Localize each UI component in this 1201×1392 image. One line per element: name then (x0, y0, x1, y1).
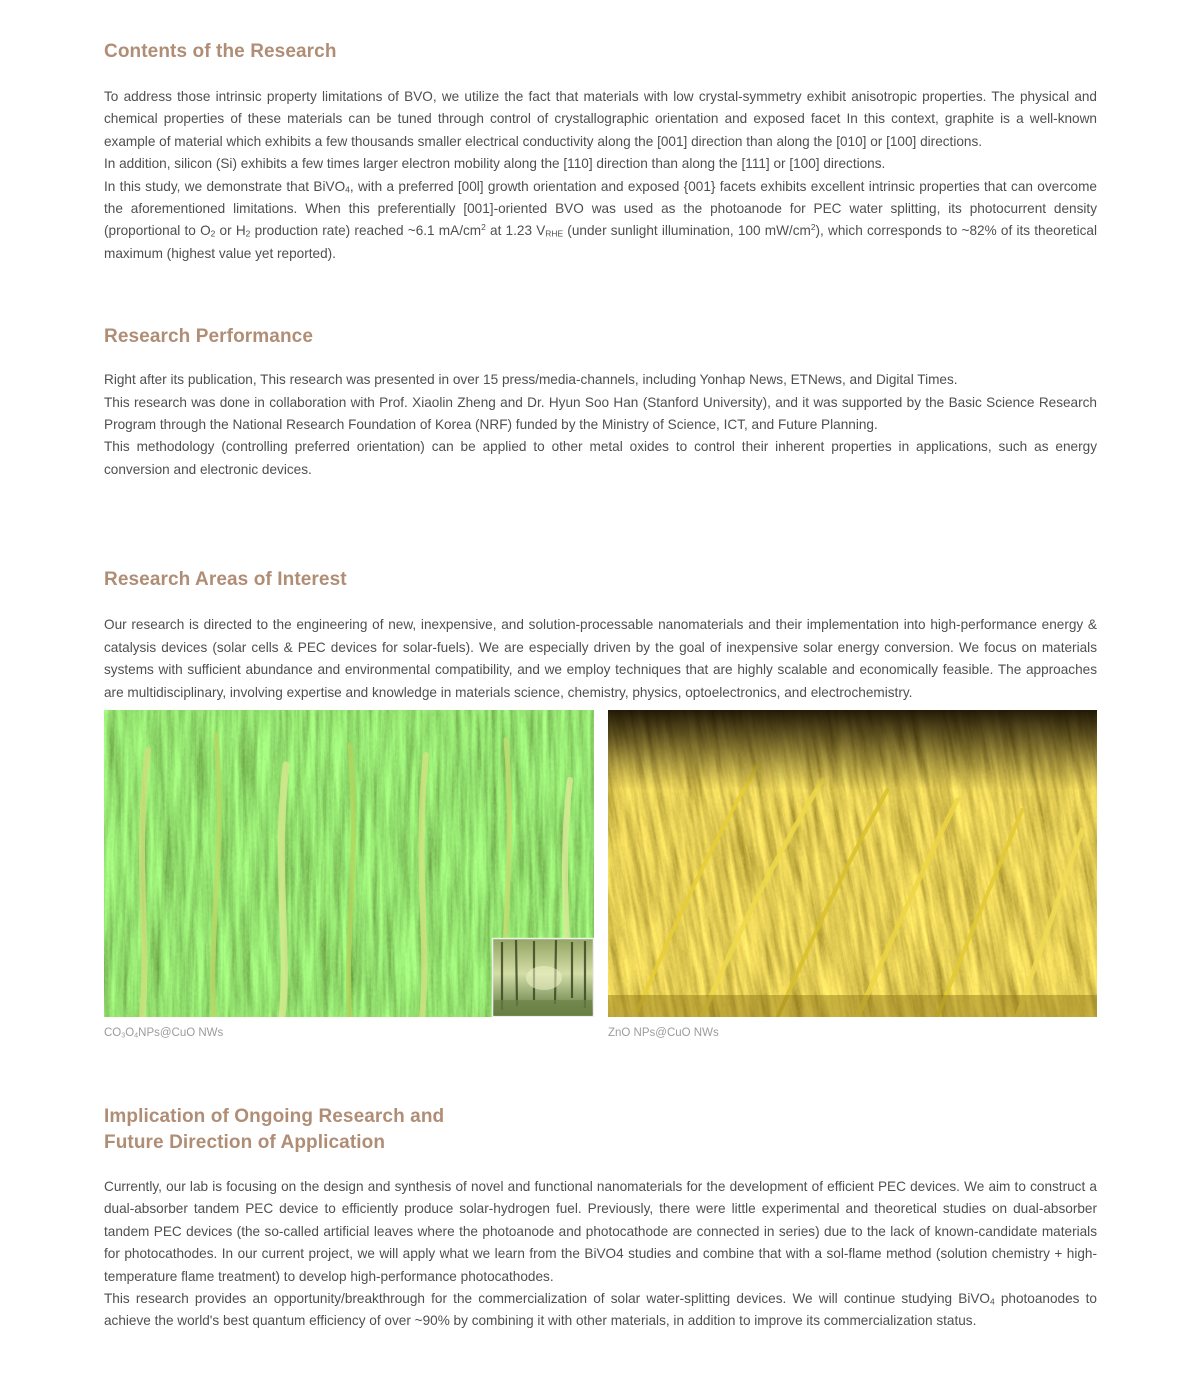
section-heading-contents: Contents of the Research (104, 41, 337, 62)
paragraph: Currently, our lab is focusing on the design and synthesis of novel and functional nanomaterials for the development of efficient PEC devices. We aim to construct a dual-absorber tandem PEC device to efficiently produce solar-hydrogen fuel. Previously, there were little experimental and theoretical studies on dual-absorber tandem PEC devices (the so-called artificial leaves where the photoanode and photocathode are connected in series) due to the lack of known-candidate materials for photocathodes. In our current project, we will apply what we learn from the BiVO4 studies and combine that with a sol-flame method (solution chemistry + high-temperature flame treatment) to develop high-performance photocathodes. (104, 1178, 1097, 1284)
paragraph: To address those intrinsic property limitations of BVO, we utilize the fact that materials with low crystal-symmetry exhibit anisotropic properties. The physical and chemical properties of these materials can be tuned through control of crystallographic orientation and exposed facet In this context, graphite is a well-known example of material which exhibits a few thousands smaller electrical conductivity along the [001] direction than along the [010] or [100] directions. (104, 89, 1097, 149)
paragraph: Right after its publication, This research was presented in over 15 press/media-channels, including Yonhap News, ETNews, and Digital Times. (104, 372, 958, 388)
section-implication-text (104, 1176, 1097, 1333)
paragraph: In this study, we demonstrate that BiVO$_4$, with a preferred [00l] growth orientation and exposed {001} facets exhibits excellent intrinsic properties that can overcome the aforementioned limitations. When this preferentially [001]-oriented BVO was used as the photoanode for PEC water splitting, its photocurrent density (proportional to $O_2$ or $H_2$ production rate) reached ~6.1 $mA/cm^2$ at 1.23 $V_{RHE}$ (under sunlight illumination, 100 $mW/cm^2$), which corresponds to ~82% of its theoretical maximum (highest value yet reported). (104, 178, 1097, 261)
section-heading-performance: Research Performance (104, 326, 313, 348)
paragraph: In addition, silicon (Si) exhibits a few times larger electron mobility along the [110] direction than along the [111] or [100] directions. (104, 156, 886, 172)
sem-image-green-nanowires (104, 710, 594, 1017)
section-heading-areas: Research Areas of Interest (104, 569, 347, 591)
article-body (104, 40, 1097, 1333)
section-heading-implication (104, 1104, 1097, 1156)
section-contents-text (104, 86, 1097, 265)
sem-image-gold-nanowires (608, 710, 1097, 1017)
gold-nanowires-illustration (608, 710, 1097, 1017)
paragraph: This research provides an opportunity/breakthrough for the commercialization of solar water-splitting devices. We will continue studying BiVO$_4$ photoanodes to achieve the world's best quantum efficiency of over ~90% by combining it with other materials, in addition to improve its commercialization status. (104, 1290, 1097, 1329)
figure-caption: ZnO NPs@CuO NWs (608, 1026, 719, 1039)
figure-caption: $CO_3O_4NPs@CuO$ NWs (104, 1026, 224, 1040)
heading-line-2: Future Direction of Application (104, 1131, 386, 1153)
paragraph: This methodology (controlling preferred orientation) can be applied to other metal oxides to control their inherent properties in applications, such as energy conversion and electronic devices. (104, 439, 1097, 477)
forest-inset-photo (493, 938, 594, 1016)
heading-line-1: Implication of Ongoing Research and (104, 1105, 445, 1127)
figure-gold-sem (608, 710, 1097, 1040)
section-areas-text (104, 614, 1097, 704)
paragraph: Our research is directed to the engineering of new, inexpensive, and solution-processable nanomaterials and their implementation into high-performance energy & catalysis devices (solar cells & PEC devices for solar-fuels). We are especially driven by the goal of inexpensive solar energy conversion. We focus on materials systems with sufficient abundance and environmental compatibility, and we employ techniques that are highly scalable and economically feasible. The approaches are multidisciplinary, involving expertise and knowledge in materials science, chemistry, physics, optoelectronics, and electrochemistry. (104, 617, 1097, 700)
paragraph: This research was done in collaboration with Prof. Xiaolin Zheng and Dr. Hyun Soo Han (Stanford University), and it was supported by the Basic Science Research Program through the National Research Foundation of Korea (NRF) funded by the Ministry of Science, ICT, and Future Planning. (104, 394, 1097, 433)
section-performance-text (104, 369, 1097, 481)
figure-green-sem (104, 710, 594, 1040)
green-nanowires-illustration (104, 710, 594, 1017)
figure-row (104, 710, 1097, 1040)
